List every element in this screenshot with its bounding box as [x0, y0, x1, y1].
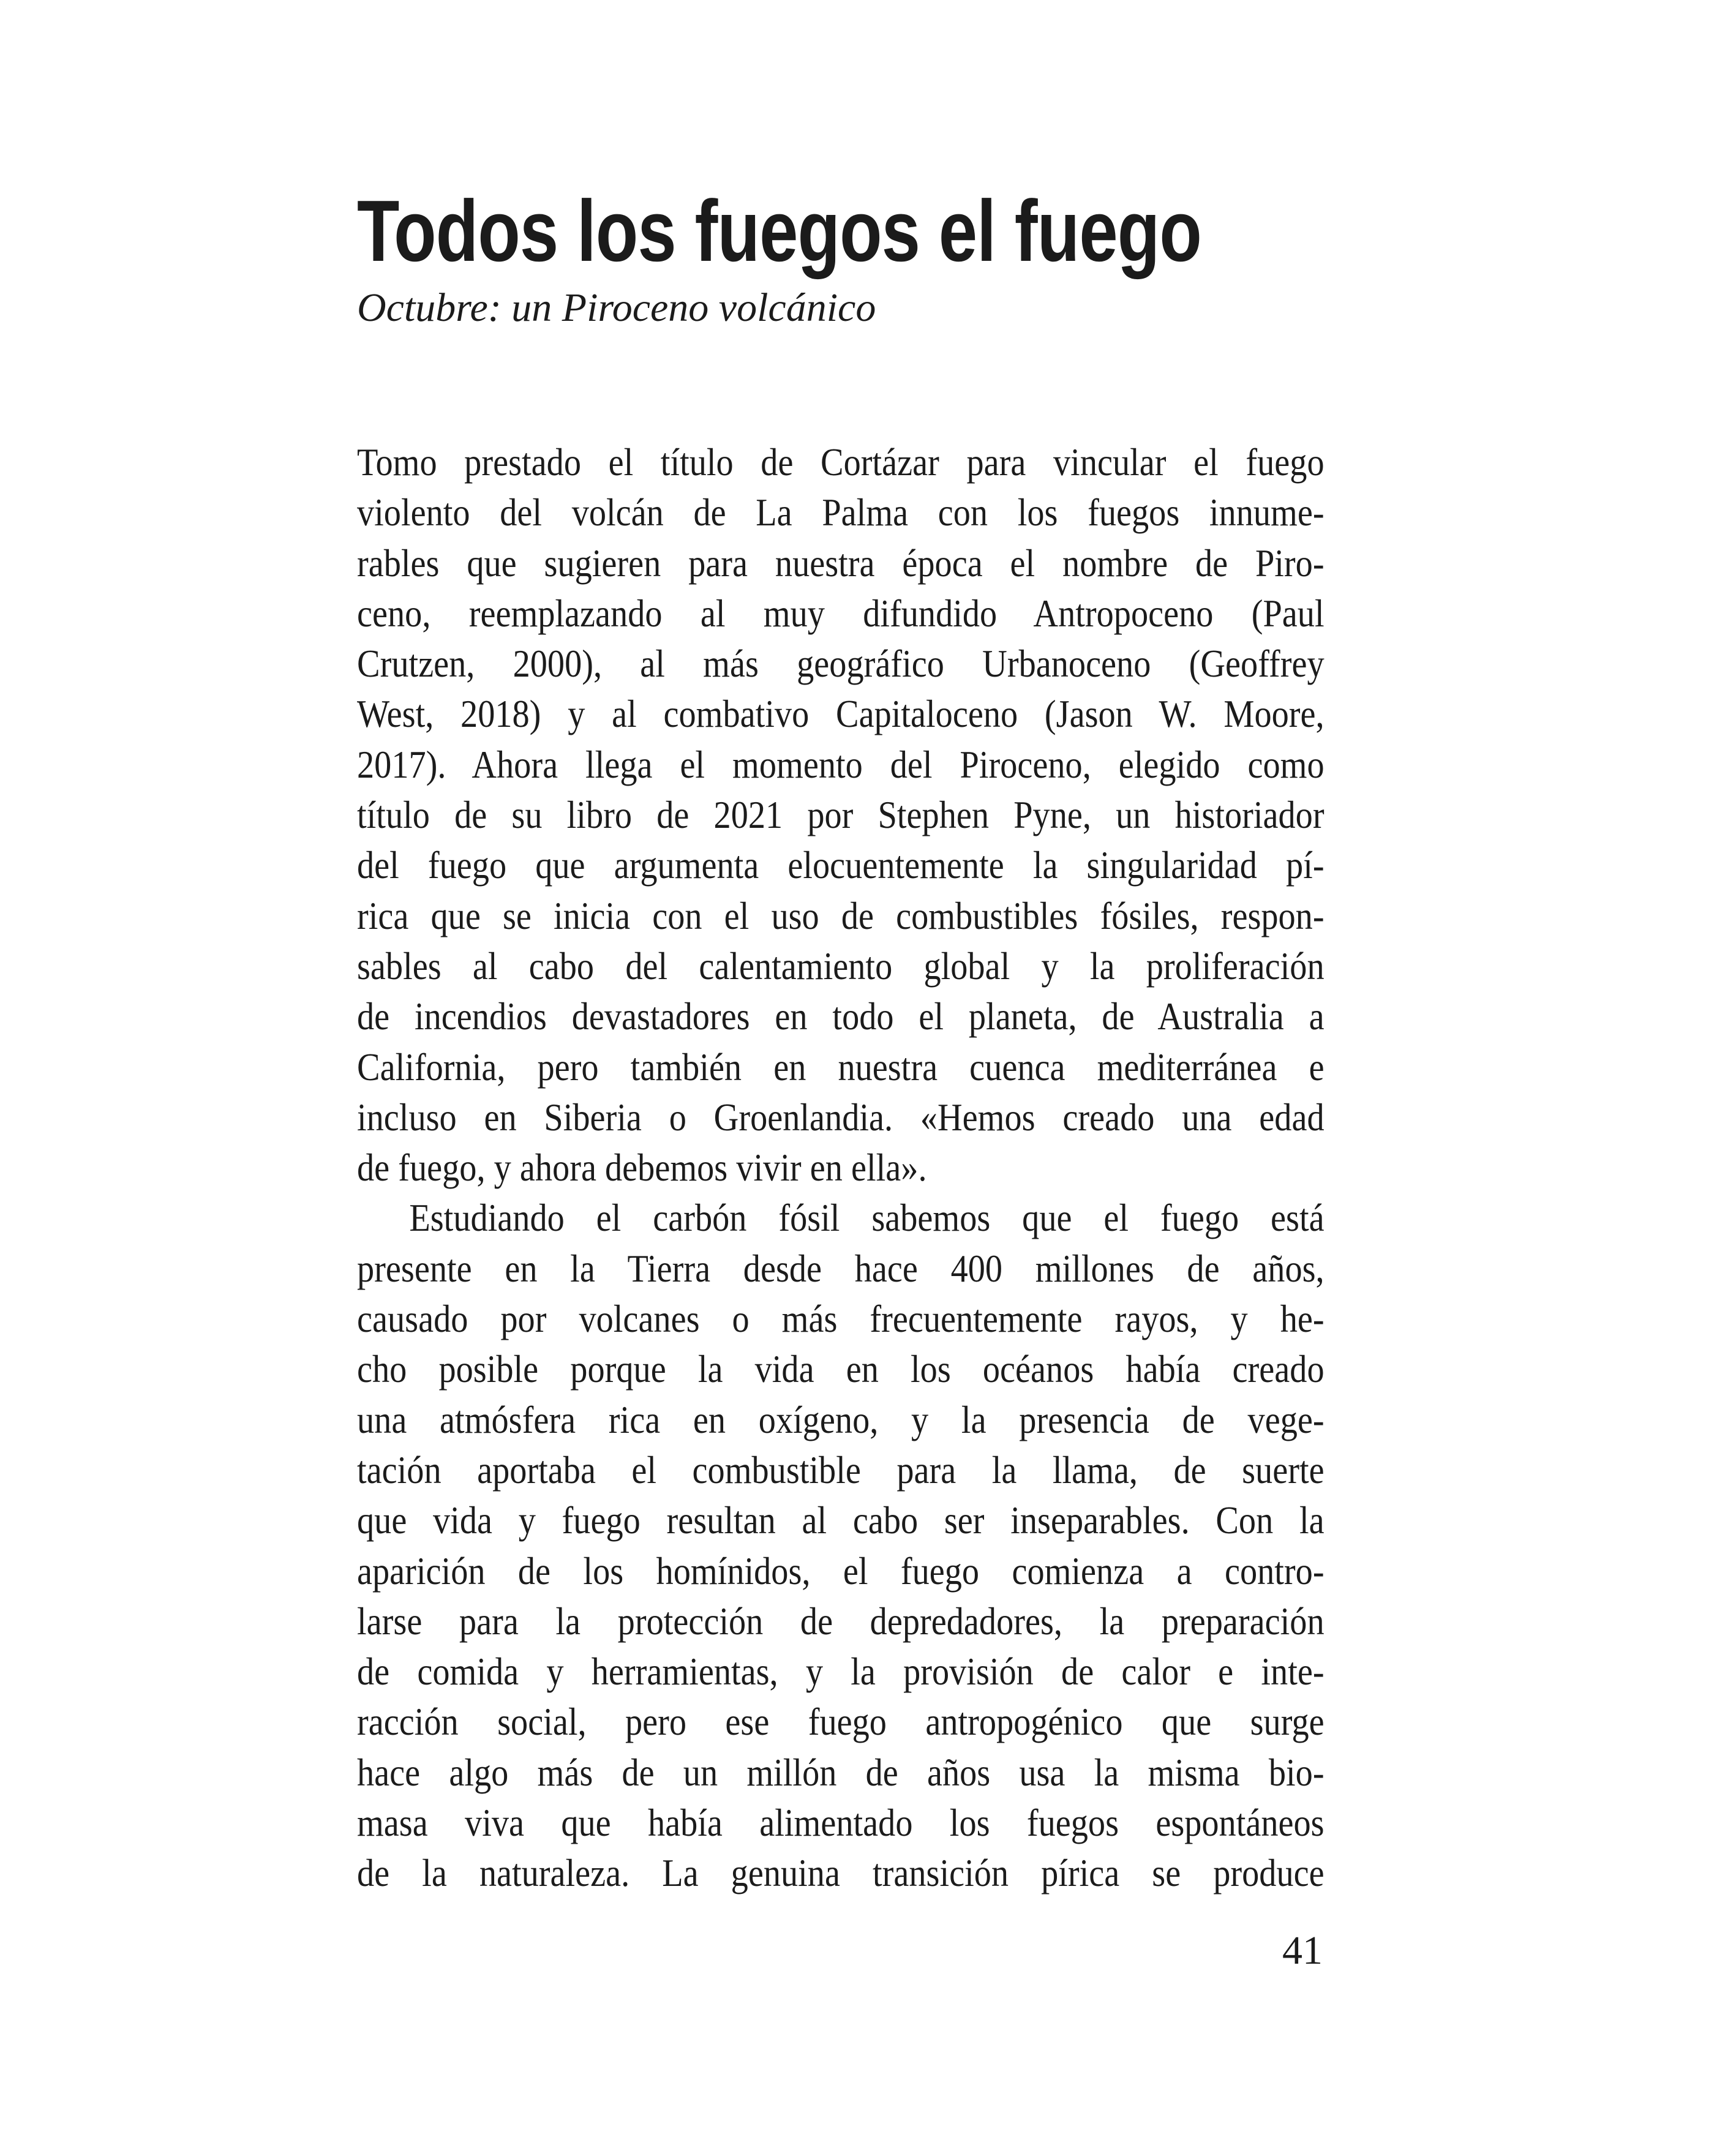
text-line: que vida y fuego resultan al cabo ser inseparables. Con la	[357, 1498, 1325, 1542]
body-text	[357, 437, 1325, 1899]
text-line: California, pero también en nuestra cuenca mediterránea e	[357, 1045, 1325, 1089]
text-line: West, 2018) y al combativo Capitaloceno (Jason W. Moore,	[357, 692, 1325, 736]
text-line: cho posible porque la vida en los océanos había creado	[357, 1347, 1325, 1391]
page-number: 41	[1282, 1928, 1323, 1973]
text-line: Tomo prestado el título de Cortázar para vincular el fuego	[357, 440, 1325, 484]
text-line: de la naturaleza. La genuina transición pírica se produce	[357, 1851, 1325, 1895]
text-line: Estudiando el carbón fósil sabemos que el fuego está	[409, 1196, 1325, 1240]
text-line: rica que se inicia con el uso de combustibles fósiles, respon-	[357, 893, 1325, 937]
text-line: una atmósfera rica en oxígeno, y la presencia de vege-	[357, 1397, 1325, 1441]
text-line: hace algo más de un millón de años usa la misma bio-	[357, 1750, 1325, 1794]
text-line: sables al cabo del calentamiento global y la proliferación	[357, 944, 1325, 988]
paragraph	[357, 1193, 1325, 1898]
paragraph	[357, 437, 1325, 1193]
text-line: rables que sugieren para nuestra época el nombre de Piro-	[357, 541, 1325, 585]
text-line: 2017). Ahora llega el momento del Piroceno, elegido como	[357, 742, 1325, 786]
text-line: de comida y herramientas, y la provisión de calor e inte-	[357, 1650, 1325, 1694]
text-line: del fuego que argumenta elocuentemente la singularidad pí-	[357, 843, 1325, 887]
text-line: tación aportaba el combustible para la llama, de suerte	[357, 1448, 1325, 1492]
chapter-title: Todos los fuegos el fuego	[357, 182, 1201, 280]
text-line: ceno, reemplazando al muy difundido Antropoceno (Paul	[357, 591, 1325, 635]
text-line: larse para la protección de depredadores, la preparación	[357, 1599, 1325, 1643]
text-line: de fuego, y ahora debemos vivir en ella».	[357, 1146, 927, 1190]
text-line: masa viva que había alimentado los fuegos espontáneos	[357, 1801, 1325, 1845]
text-line: título de su libro de 2021 por Stephen Pyne, un historiador	[357, 793, 1325, 837]
text-line: presente en la Tierra desde hace 400 millones de años,	[357, 1246, 1325, 1290]
chapter-subtitle: Octubre: un Piroceno volcánico	[357, 285, 876, 330]
text-line: aparición de los homínidos, el fuego comienza a contro-	[357, 1549, 1325, 1593]
text-line: Crutzen, 2000), al más geográfico Urbanoceno (Geoffrey	[357, 642, 1325, 686]
text-line: racción social, pero ese fuego antropogénico que surge	[357, 1700, 1325, 1744]
text-line: de incendios devastadores en todo el planeta, de Australia a	[357, 994, 1325, 1038]
text-line: incluso en Siberia o Groenlandia. «Hemos creado una edad	[357, 1095, 1325, 1139]
text-line: violento del volcán de La Palma con los fuegos innume-	[357, 490, 1325, 535]
text-line: causado por volcanes o más frecuentemente rayos, y he-	[357, 1297, 1325, 1341]
